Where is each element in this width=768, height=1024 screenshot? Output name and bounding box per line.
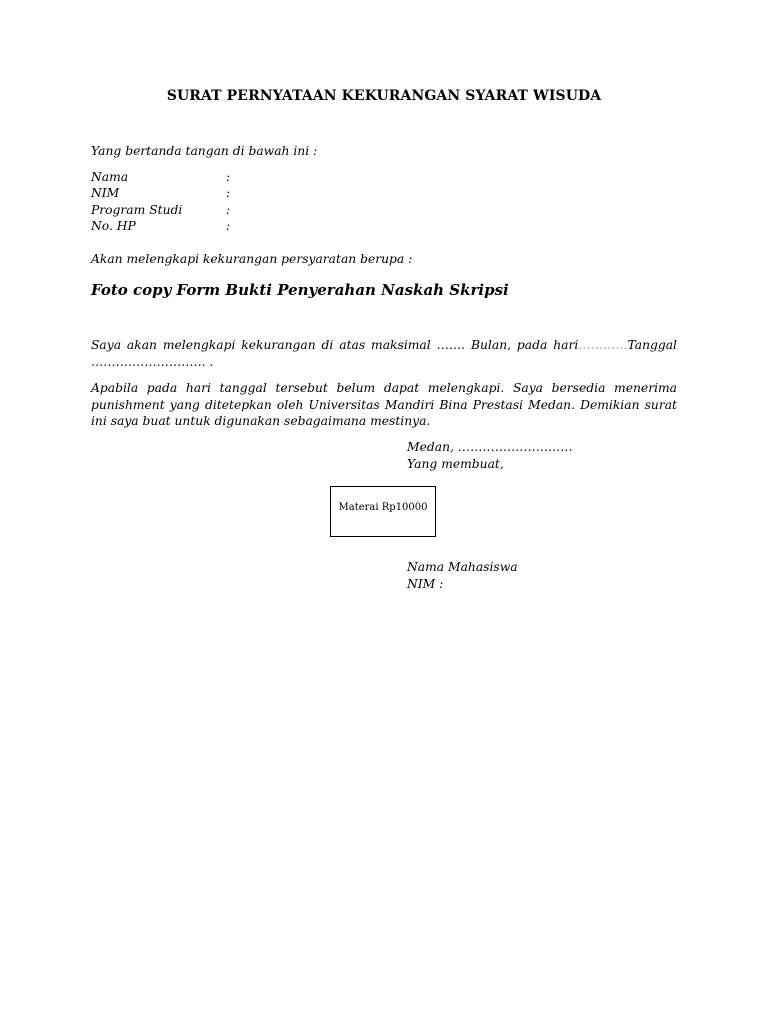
- field-label: Program Studi: [91, 203, 183, 217]
- field-colon: :: [226, 170, 231, 184]
- requirement-item: Foto copy Form Bukti Penyerahan Naskah Skripsi: [91, 281, 509, 299]
- student-nim-label: NIM :: [407, 576, 444, 591]
- statement-part2: Tanggal ………………………. .: [91, 338, 677, 369]
- field-no-hp: [91, 219, 291, 236]
- field-program-studi: [91, 203, 291, 220]
- field-label: NIM: [91, 186, 120, 200]
- maker-label: Yang membuat,: [407, 456, 504, 471]
- field-nim: [91, 186, 291, 203]
- field-colon: :: [226, 203, 231, 217]
- field-colon: :: [226, 219, 231, 233]
- requirement-intro: Akan melengkapi kekurangan persyaratan berupa :: [91, 252, 413, 266]
- field-colon: :: [226, 186, 231, 200]
- student-name-label: Nama Mahasiswa: [407, 560, 518, 574]
- field-nama: [91, 170, 291, 187]
- signature-bottom: [407, 559, 518, 592]
- signature-top: [407, 439, 572, 472]
- field-label: Nama: [91, 170, 129, 184]
- stamp-box: [330, 486, 436, 537]
- stamp-label: Materai Rp10000: [338, 502, 428, 513]
- place-date: Medan, ……………………….: [407, 440, 573, 454]
- statement-part1: Saya akan melengkapi kekurangan di atas maksimal ……. Bulan, pada hari: [91, 338, 579, 352]
- statement-dots: …………: [578, 338, 628, 352]
- intro-text: Yang bertanda tangan di bawah ini :: [91, 144, 318, 158]
- consequence-paragraph: Apabila pada hari tanggal tersebut belum dapat melengkapi. Saya bersedia menerima punishment yang ditetepkan oleh Universitas Mandiri Bina Prestasi Medan. Demikian surat ini saya buat untuk digunakan sebagaimana mestinya.: [91, 381, 677, 428]
- statement-paragraph: [91, 337, 677, 370]
- field-label: No. HP: [91, 219, 136, 233]
- document-title: SURAT PERNYATAAN KEKURANGAN SYARAT WISUDA: [166, 88, 602, 104]
